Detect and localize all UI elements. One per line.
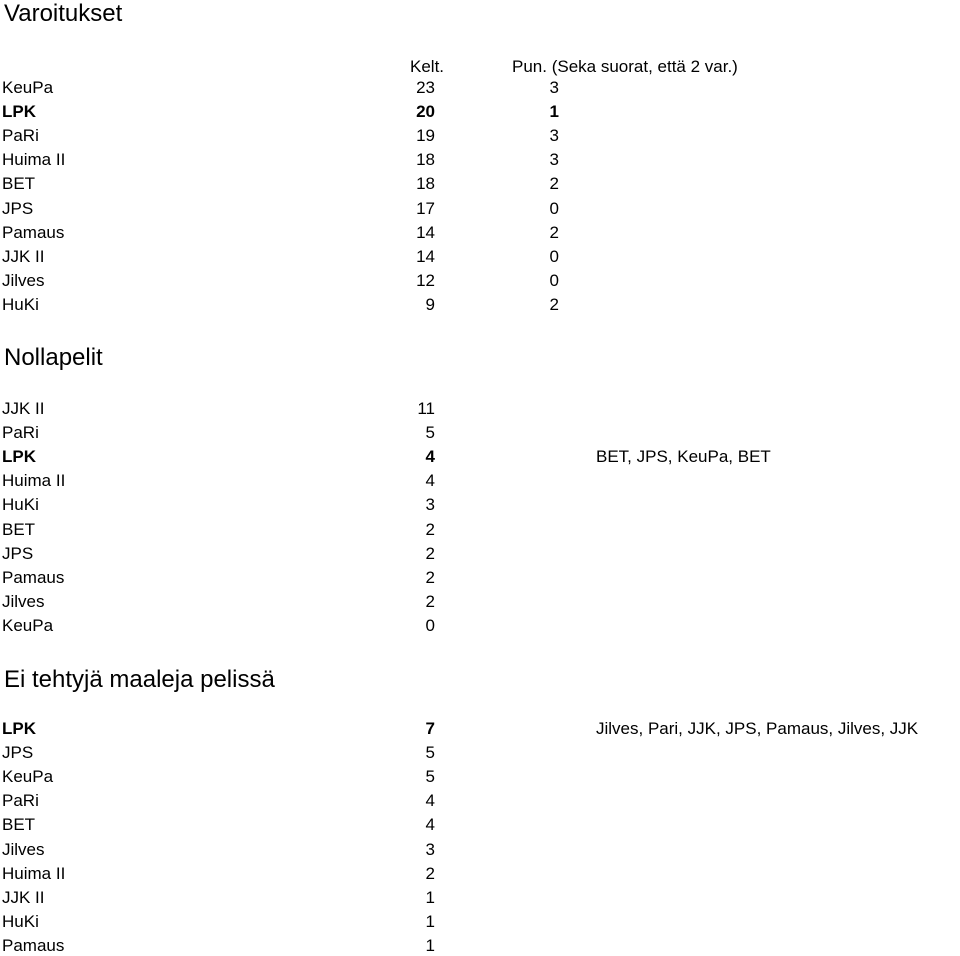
yellow-count: 20: [416, 102, 435, 122]
red-count: 1: [549, 102, 559, 122]
team-name: Jilves: [2, 270, 45, 290]
clean-sheet-count: 2: [425, 591, 435, 611]
clean-sheet-count: 2: [425, 567, 435, 587]
team-name: LPK: [2, 102, 36, 122]
no-goal-count: 4: [425, 815, 435, 835]
team-name: PaRi: [2, 423, 39, 443]
team-name: BET: [2, 174, 36, 194]
team-name: BET: [2, 519, 36, 539]
no-goal-count: 2: [425, 863, 435, 883]
team-name: JJK II: [2, 887, 45, 907]
no-goal-count: 1: [425, 887, 435, 907]
no-goal-count: 4: [425, 791, 435, 811]
team-name: KeuPa: [2, 78, 54, 97]
team-name: HuKi: [2, 911, 39, 931]
team-name: Huima II: [2, 863, 66, 883]
team-name: Pamaus: [2, 567, 65, 587]
clean-sheet-count: 2: [425, 519, 435, 539]
team-name: HuKi: [2, 495, 39, 515]
team-name: KeuPa: [2, 615, 54, 635]
team-name: LPK: [2, 447, 36, 467]
yellow-count: 14: [416, 246, 435, 266]
opponents-note: Jilves, Pari, JJK, JPS, Pamaus, Jilves, JJK: [596, 719, 919, 738]
yellow-count: 12: [416, 270, 435, 290]
opponents-note: BET, JPS, KeuPa, BET: [596, 447, 771, 467]
no-goal-count: 7: [425, 719, 435, 738]
team-name: PaRi: [2, 126, 39, 146]
clean-sheet-count: 11: [417, 399, 435, 418]
clean-sheet-count: 4: [425, 447, 435, 467]
clean-sheet-count: 4: [425, 471, 435, 491]
yellow-count: 18: [416, 150, 435, 170]
no-goal-count: 3: [425, 839, 435, 859]
team-name: PaRi: [2, 791, 39, 811]
yellow-count: 18: [416, 174, 435, 194]
red-count: 3: [549, 126, 559, 146]
team-name: LPK: [2, 719, 36, 738]
team-name: Jilves: [2, 591, 45, 611]
team-name: KeuPa: [2, 767, 54, 787]
col-header-red: Pun. (Seka suorat, että 2 var.): [512, 57, 738, 76]
team-name: JPS: [2, 543, 34, 563]
red-count: 0: [549, 198, 559, 218]
red-count: 3: [549, 150, 559, 170]
yellow-count: 9: [425, 294, 435, 314]
team-name: JJK II: [2, 399, 45, 418]
team-name: JPS: [2, 198, 34, 218]
team-name: Huima II: [2, 471, 66, 491]
clean-sheets-title: Nollapelit: [4, 344, 103, 371]
yellow-count: 19: [416, 126, 435, 146]
no-goal-count: 5: [425, 767, 435, 787]
yellow-count: 23: [416, 78, 435, 97]
clean-sheet-count: 2: [425, 543, 435, 563]
yellow-count: 14: [416, 222, 435, 242]
yellow-count: 17: [416, 198, 435, 218]
clean-sheet-count: 0: [425, 615, 435, 635]
team-name: JJK II: [2, 246, 45, 266]
team-name: Pamaus: [2, 935, 65, 955]
clean-sheet-count: 3: [425, 495, 435, 515]
red-count: 0: [549, 270, 559, 290]
team-name: JPS: [2, 743, 34, 763]
no-goal-count: 1: [425, 911, 435, 931]
red-count: 0: [549, 246, 559, 266]
red-count: 2: [549, 174, 559, 194]
no-goal-count: 5: [425, 743, 435, 763]
team-name: BET: [2, 815, 36, 835]
warnings-title: Varoitukset: [4, 0, 123, 27]
team-name: HuKi: [2, 294, 39, 314]
clean-sheet-count: 5: [425, 423, 435, 443]
team-name: Pamaus: [2, 222, 65, 242]
red-count: 3: [549, 78, 559, 97]
failed-to-score-title: Ei tehtyjä maaleja pelissä: [4, 666, 275, 693]
col-header-yellow: Kelt.: [410, 57, 445, 76]
team-name: Huima II: [2, 150, 66, 170]
red-count: 2: [549, 294, 559, 314]
no-goal-count: 1: [425, 935, 435, 955]
red-count: 2: [549, 222, 559, 242]
team-name: Jilves: [2, 839, 45, 859]
